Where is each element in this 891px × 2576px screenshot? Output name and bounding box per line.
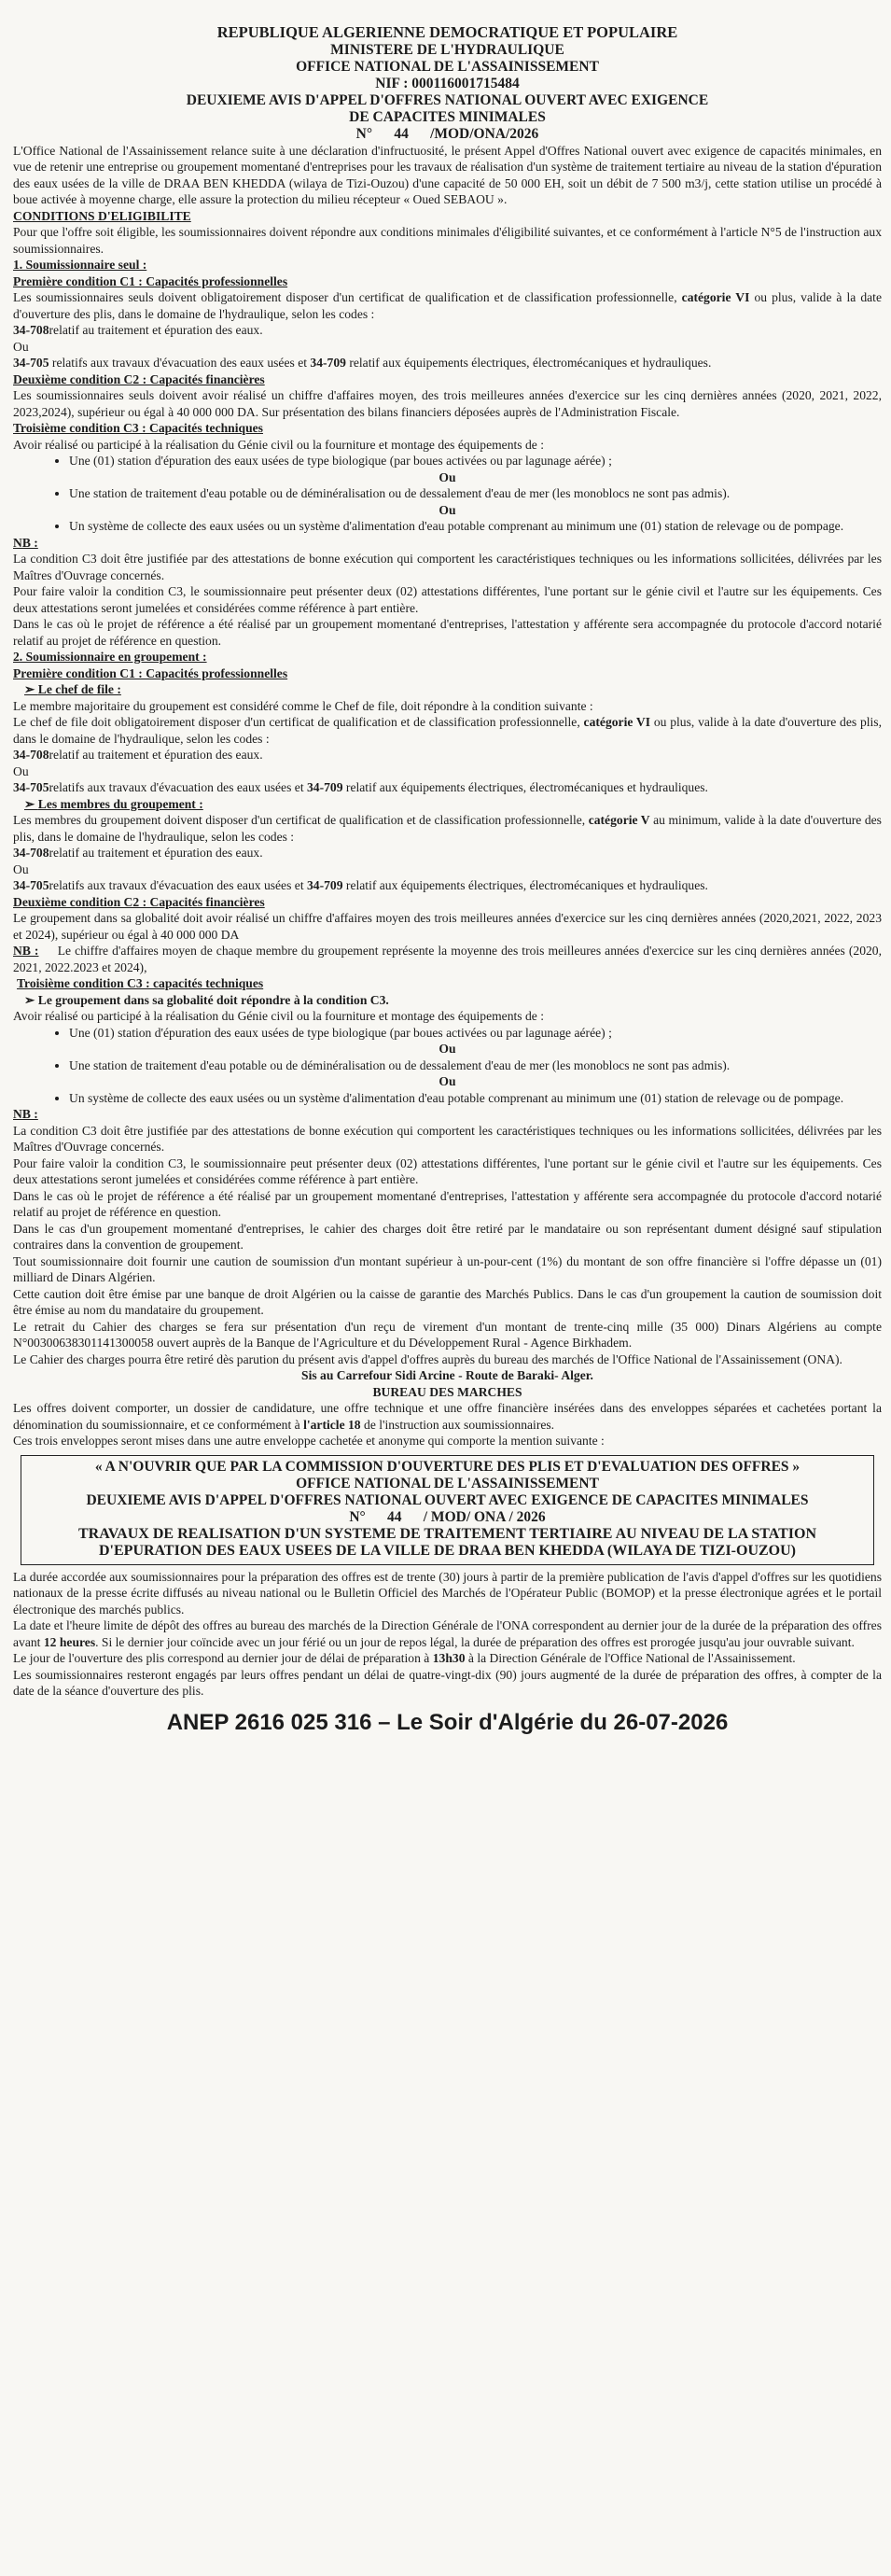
- eligibility-title: CONDITIONS D'ELIGIBILITE: [13, 208, 191, 223]
- avis-number: N° 44 /MOD/ONA/2026: [355, 125, 539, 142]
- list-item: • Un système de collecte des eaux usées ou un système d'alimentation d'eau potable comprenant au minimum une (01) station de relevage ou de pompage.: [69, 1090, 882, 1107]
- cahier-paragraph: Le Cahier des charges pourra être retiré dès parution du présent avis d'appel d'offres auprès du bureau des marchés de l'Office National de l'Assainissement (ONA).: [13, 1351, 842, 1366]
- nb-paragraph: La condition C3 doit être justifiée par des attestations de bonne exécution qui comportent les caractéristiques techniques ou les informations sollicitées, délivrées par les Maîtres d'Ouvrage concernés.: [13, 552, 882, 582]
- box-line-1: « A N'OUVRIR QUE PAR LA COMMISSION D'OUVERTURE DES PLIS ET D'EVALUATION DES OFFRES »: [94, 1458, 801, 1475]
- nif-line: NIF : 000116001715484: [375, 75, 520, 91]
- s2-c3-sub: ➢ Le groupement dans sa globalité doit répondre à la condition C3.: [13, 992, 882, 1009]
- anep-footer: ANEP 2616 025 316 – Le Soir d'Algérie du 26-07-2026: [166, 1709, 729, 1735]
- s2-membres-text: Les membres du groupement doivent disposer d'un certificat de qualification et de classification professionnelle, catégorie V au minimum, valide à la date d'ouverture des plis, dans le domaine de l'hydraulique, selon les codes :: [13, 813, 882, 844]
- s1-c3-list: [13, 453, 882, 469]
- nb-paragraph: Dans le cas où le projet de référence a été réalisé par un groupement momentané d'entreprises, l'attestation y afférente sera accompagnée du protocole d'accord notarié relatif au projet de référence en question.: [13, 617, 882, 648]
- s2-chef-title: ➢ Le chef de file :: [13, 681, 882, 698]
- s1-c3-intro: Avoir réalisé ou participé à la réalisation du Génie civil ou la fourniture et montage des équipements de :: [13, 437, 544, 452]
- s2-chef-intro: Le membre majoritaire du groupement est considéré comme le Chef de file, doit répondre à la condition suivante :: [13, 698, 593, 713]
- s2-c3-intro: Avoir réalisé ou participé à la réalisation du Génie civil ou la fourniture et montage des équipements de :: [13, 1009, 544, 1023]
- eligibility-intro: Pour que l'offre soit éligible, les soumissionnaires doivent répondre aux conditions minimales d'éligibilité suivantes, et ce conformément à l'article N°5 de l'instruction aux soumissionnaires.: [13, 225, 882, 256]
- cahier-paragraph: Dans le cas d'un groupement momentané d'entreprises, le cahier des charges doit être retiré par le mandataire ou son représentant dument désigné sauf stipulation contraires dans la convention de groupement.: [13, 1221, 882, 1252]
- ou-separator: Ou: [439, 469, 456, 484]
- office-line: OFFICE NATIONAL DE L'ASSAINISSEMENT: [296, 58, 599, 75]
- box-number: N° 44 / MOD/ ONA / 2026: [349, 1508, 546, 1525]
- avis-title-1: DEUXIEME AVIS D'APPEL D'OFFRES NATIONAL OUVERT AVEC EXIGENCE: [186, 91, 709, 108]
- envelope-mention-box: [21, 1455, 874, 1565]
- ona-address: Sis au Carrefour Sidi Arcine - Route de Baraki- Alger.: [301, 1368, 593, 1382]
- s2-chef-code-705: 34-705relatifs aux travaux d'évacuation des eaux usées et 34-709 relatif aux équipements électriques, électromécaniques et hydrauliques.: [13, 780, 708, 794]
- s2-membres-code-708: 34-708relatif au traitement et épuration des eaux.: [13, 846, 263, 860]
- cahier-paragraph: Cette caution doit être émise par une banque de droit Algérien ou la caisse de garantie des Marchés Publics. Dans le cas d'un groupement la caution de soumission doit être émise au nom du mandataire du groupement.: [13, 1286, 882, 1317]
- header: [13, 24, 882, 143]
- closing-paragraph-4: Les soumissionnaires resteront engagés par leurs offres pendant un délai de quatre-vingt-dix (90) jours augmenté de la durée de préparation des offres, à compter de la date de la séance d'ouverture des plis.: [13, 1667, 882, 1698]
- s2-chef-text: Le chef de file doit obligatoirement disposer d'un certificat de qualification et de classification professionnelle, catégorie VI ou plus, valide à la date d'ouverture des plis, dans le domaine de l'hydraulique, selon les codes :: [13, 715, 882, 746]
- box-line-3: DEUXIEME AVIS D'APPEL D'OFFRES NATIONAL OUVERT AVEC EXIGENCE DE CAPACITES MINIMALES: [86, 1491, 809, 1508]
- s2-c2-title: Deuxième condition C2 : Capacités financières: [13, 894, 265, 909]
- closing-paragraph: La durée accordée aux soumissionnaires pour la préparation des offres est de trente (30) jours à partir de la première publication de l'avis d'appel d'offres sur les quotidiens nationaux de la presse écrite diffusés au niveau national ou le Bulletin Officiel des Marchés de l'Opérateur Public (BOMOP) et la presse électronique agrées et le portail électronique des marchés publics.: [13, 1569, 882, 1617]
- list-item: • Une (01) station d'épuration des eaux usées de type biologique (par boues activées ou par lagunage aérée) ;: [69, 453, 882, 469]
- s2-ou-2: Ou: [13, 861, 29, 876]
- closing-paragraph-2: La date et l'heure limite de dépôt des offres au bureau des marchés de la Direction Générale de l'ONA correspondent au dernier jour de la durée de la préparation des offres avant 12 heures. Si le dernier jour coïncide avec un jour férié ou un jour de repos légal, la durée de préparation des offres est prorogée jusqu'au jour ouvrable suivant.: [13, 1618, 882, 1649]
- s2-ou: Ou: [13, 763, 29, 778]
- nb2-paragraph: Dans le cas où le projet de référence a été réalisé par un groupement momentané d'entreprises, l'attestation y afférente sera accompagnée du protocole d'accord notarié relatif au projet de référence en question.: [13, 1188, 882, 1219]
- s1-c3-list-2: [13, 485, 882, 502]
- s2-c3-title: Troisième condition C3 : capacités techniques: [17, 976, 264, 990]
- s2-c3-list-3: [13, 1090, 882, 1107]
- list-item: • Une (01) station d'épuration des eaux usées de type biologique (par boues activées ou par lagunage aérée) ;: [69, 1025, 882, 1042]
- list-item: • Un système de collecte des eaux usées ou un système d'alimentation d'eau potable comprenant au minimum une (01) station de relevage ou de pompage.: [69, 518, 882, 535]
- box-line-5: TRAVAUX DE REALISATION D'UN SYSTEME DE TRAITEMENT TERTIAIRE AU NIVEAU DE LA STATION D'EPURATION DES EAUX USEES DE LA VILLE DE DRAA BEN KHEDDA (WILAYA DE TIZI-OUZOU): [77, 1525, 817, 1559]
- cahier-paragraph: Le retrait du Cahier des charges se fera sur présentation d'un reçu de virement d'un montant de trente-cinq mille (35 000) Dinars Algériens au compte N°00300638301141300058 ouvert auprès de la Banque de l'Agriculture et du Développement Rural - Agence Birkhadem.: [13, 1319, 882, 1350]
- nb-paragraph: Pour faire valoir la condition C3, le soumissionnaire peut présenter deux (02) attestations différentes, l'une portant sur le génie civil et l'autre sur les équipements. Ces deux attestations seront jumelées et considérées comme référence à part entière.: [13, 584, 882, 615]
- closing-paragraph-3: Le jour de l'ouverture des plis correspond au dernier jour de délai de préparation à 13h30 à la Direction Générale de l'Office National de l'Assainissement.: [13, 1651, 796, 1665]
- s2-c1-title: Première condition C1 : Capacités professionnelles: [13, 665, 288, 680]
- bureau-marches: BUREAU DES MARCHES: [372, 1384, 522, 1399]
- ou-separator: Ou: [439, 1042, 456, 1056]
- republic-line: REPUBLIQUE ALGERIENNE DEMOCRATIQUE ET POPULAIRE: [216, 23, 678, 41]
- offres-paragraph: Les offres doivent comporter, un dossier de candidature, une offre technique et une offre financière insérées dans des enveloppes séparées et cachetées portant la dénomination du soumissionnaire, et ce conformément à l'article 18 de l'instruction aux soumissionnaires.: [13, 1401, 882, 1432]
- cahier-paragraph: Tout soumissionnaire doit fournir une caution de soumission d'un montant supérieur à un-pour-cent (1%) du montant de son offre financière si l'offre dépasse un (01) milliard de Dinars Algérien.: [13, 1253, 882, 1284]
- s1-code-34-705: 34-705 relatifs aux travaux d'évacuation des eaux usées et 34-709 relatif aux équipements électriques, électromécaniques et hydrauliques.: [13, 356, 712, 370]
- s2-membres-title: ➢ Les membres du groupement :: [13, 796, 882, 813]
- section-2-title: 2. Soumissionnaire en groupement :: [13, 650, 207, 664]
- ou-separator: Ou: [439, 1074, 456, 1088]
- nb-label-2: NB :: [13, 1107, 38, 1121]
- s2-c2-nb: NB : Le chiffre d'affaires moyen de chaque membre du groupement représente la moyenne des trois meilleures années d'exercice sur les cinq dernières années (2020, 2021, 2022.2023 et 2024),: [13, 944, 882, 974]
- list-item: • Une station de traitement d'eau potable ou de déminéralisation ou de dessalement d'eau de mer (les monoblocs ne sont pas admis).: [69, 1057, 882, 1074]
- nb2-paragraph: La condition C3 doit être justifiée par des attestations de bonne exécution qui comportent les caractéristiques techniques ou les informations sollicitées, délivrées par les Maîtres d'Ouvrage concernés.: [13, 1123, 882, 1154]
- box-line-2: OFFICE NATIONAL DE L'ASSAINISSEMENT: [296, 1475, 599, 1491]
- ministry-line: MINISTERE DE L'HYDRAULIQUE: [330, 41, 564, 58]
- s2-c2-text: Le groupement dans sa globalité doit avoir réalisé un chiffre d'affaires moyen des trois meilleures années d'exercice sur les cinq dernières années (2020,2021, 2022, 2023 et 2024), supérieur ou égal à 40 000 000 DA: [13, 911, 882, 942]
- s1-c3-list-3: [13, 518, 882, 535]
- avis-title-2: DE CAPACITES MINIMALES: [349, 108, 546, 125]
- s1-c1-text: Les soumissionnaires seuls doivent obligatoirement disposer d'un certificat de qualification et de classification professionnelle, catégorie VI ou plus, valide à la date d'ouverture des plis, dans le domaine de l'hydraulique, selon les codes :: [13, 290, 882, 321]
- ou-separator: Ou: [439, 502, 456, 517]
- s1-code-34-708: 34-708relatif au traitement et épuration des eaux.: [13, 323, 263, 337]
- nb-label: NB :: [13, 535, 38, 550]
- s2-chef-code-708: 34-708relatif au traitement et épuration des eaux.: [13, 748, 263, 762]
- s1-c1-title: Première condition C1 : Capacités professionnelles: [13, 273, 288, 288]
- s2-c3-list-2: [13, 1057, 882, 1074]
- offres-paragraph-2: Ces trois enveloppes seront mises dans une autre enveloppe cachetée et anonyme qui comporte la mention suivante :: [13, 1434, 605, 1448]
- s1-c3-title: Troisième condition C3 : Capacités techniques: [13, 421, 263, 435]
- intro-paragraph: L'Office National de l'Assainissement relance suite à une déclaration d'infructuosité, le présent Appel d'Offres National ouvert avec exigence de capacités minimales, en vue de retenir une entreprise ou groupement momentané d'entreprises pour les travaux de réalisation d'un système de traitement tertiaire au niveau de la station d'épuration des eaux usées de la ville de DRAA BEN KHEDDA (wilaya de Tizi-Ouzou) d'une capacité de 50 000 EH, soit un débit de 7 500 m3/j, cette station utilise un procédé à boue activée à moyenne charge, elle assure la protection du milieu récepteur « Oued SEBAOU ».: [13, 143, 882, 206]
- section-1-title: 1. Soumissionnaire seul :: [13, 258, 147, 272]
- nb2-paragraph: Pour faire valoir la condition C3, le soumissionnaire peut présenter deux (02) attestations différentes, l'une portant sur le génie civil et l'autre sur les équipements. Ces deux attestations seront jumelées et considérées comme référence à part entière.: [13, 1155, 882, 1186]
- s1-c2-text: Les soumissionnaires seuls doivent avoir réalisé un chiffre d'affaires moyen, des trois meilleures années d'exercice sur les cinq dernières années (2020, 2021, 2022, 2023,2024), supérieur ou égal à 40 000 000 DA. Sur présentation des bilans financiers déposées auprès de l'Administration Fiscale.: [13, 388, 882, 419]
- s1-c2-title: Deuxième condition C2 : Capacités financières: [13, 371, 265, 386]
- list-item: • Une station de traitement d'eau potable ou de déminéralisation ou de dessalement d'eau de mer (les monoblocs ne sont pas admis).: [69, 485, 882, 502]
- s2-membres-code-705: 34-705relatifs aux travaux d'évacuation des eaux usées et 34-709 relatif aux équipements électriques, électromécaniques et hydrauliques.: [13, 878, 708, 892]
- s2-c3-list: [13, 1025, 882, 1042]
- s1-ou: Ou: [13, 339, 29, 354]
